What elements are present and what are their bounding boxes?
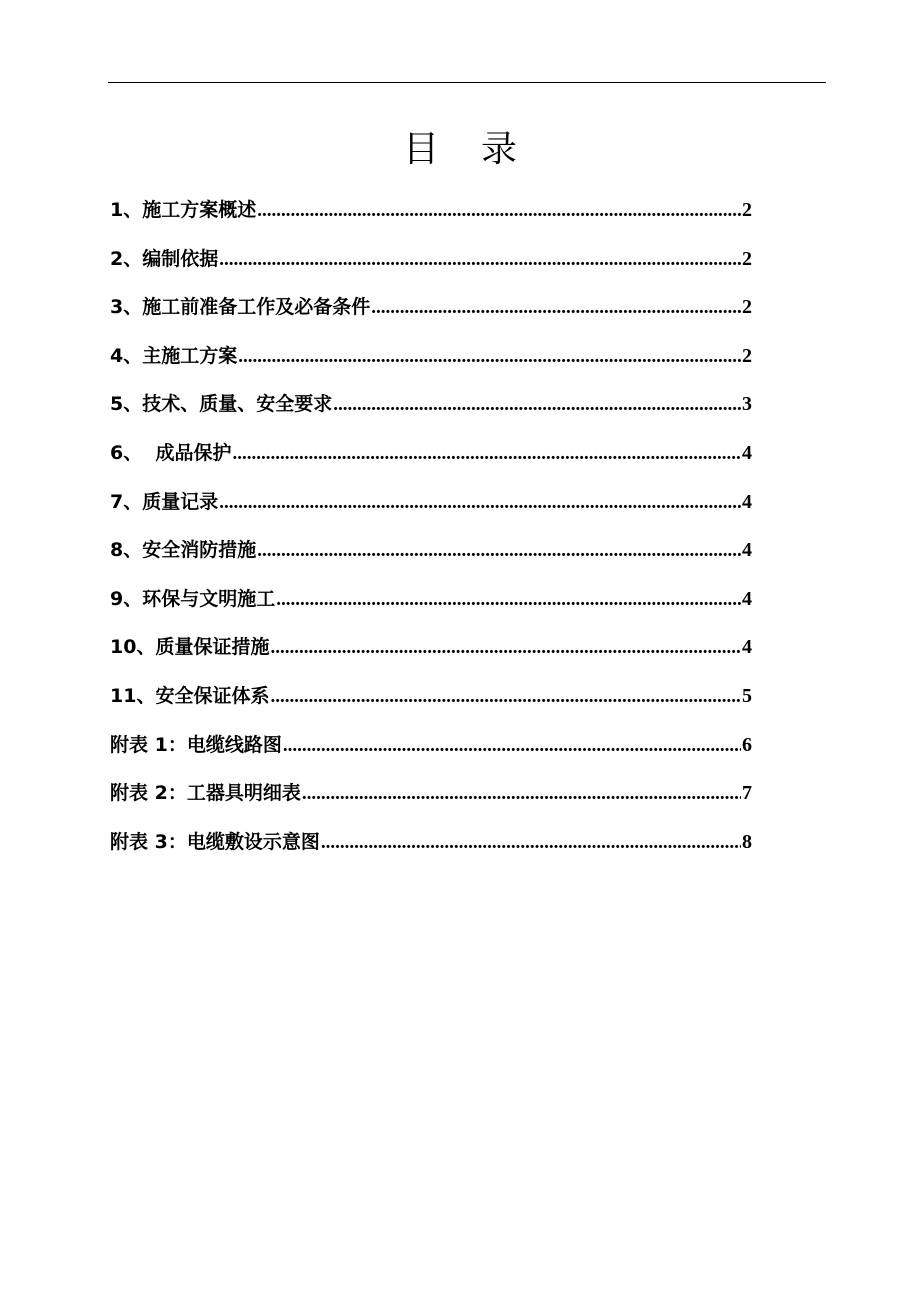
- toc-page-number: 5: [742, 684, 752, 707]
- toc-page-number: 6: [742, 733, 752, 756]
- toc-entry-label: 11、安全保证体系: [110, 684, 270, 707]
- toc-entry-5[interactable]: [110, 389, 752, 438]
- toc-entry-appendix-1[interactable]: [110, 730, 752, 779]
- toc-page-number: 2: [742, 199, 752, 221]
- toc-dot-leader: [219, 245, 741, 275]
- toc-entry-1[interactable]: [110, 195, 752, 244]
- toc-entry-label: 3、施工前准备工作及必备条件: [110, 296, 371, 319]
- toc-entry-appendix-2[interactable]: [110, 778, 752, 827]
- toc-entry-8[interactable]: [110, 535, 752, 584]
- toc-page-number: 4: [742, 636, 752, 659]
- toc-entry-label: 2、编制依据: [110, 247, 219, 270]
- toc-dot-leader: [283, 731, 741, 761]
- toc-entry-9[interactable]: [110, 584, 752, 633]
- toc-entry-label: 附表 2：工器具明细表: [110, 782, 301, 805]
- toc-entry-7[interactable]: [110, 487, 752, 536]
- toc-entry-label: 8、安全消防措施: [110, 539, 257, 562]
- toc-page-number: 4: [742, 490, 752, 513]
- title-char-2: 录: [481, 129, 518, 171]
- toc-entry-label: 5、技术、质量、安全要求: [110, 393, 333, 416]
- toc-entry-label: 附表 1：电缆线路图: [110, 733, 282, 756]
- toc-page-number: 2: [742, 296, 752, 319]
- toc-page-number: 7: [742, 782, 752, 805]
- toc-page-number: 4: [742, 441, 752, 464]
- header-rule: [108, 82, 826, 83]
- toc-entry-label: 9、环保与文明施工: [110, 587, 276, 610]
- toc-page-number: 4: [742, 587, 752, 610]
- toc-page-number: 2: [742, 344, 752, 367]
- table-of-contents: [110, 195, 752, 875]
- toc-dot-leader: [257, 536, 741, 566]
- toc-dot-leader: [302, 779, 741, 809]
- toc-entry-label: 1、施工方案概述: [110, 199, 257, 221]
- toc-page-number: 2: [742, 247, 752, 270]
- toc-entry-2[interactable]: [110, 244, 752, 293]
- toc-entry-4[interactable]: [110, 341, 752, 390]
- page-title: [0, 124, 920, 176]
- toc-dot-leader: [276, 585, 741, 615]
- toc-dot-leader: [371, 293, 741, 323]
- toc-dot-leader: [219, 488, 741, 518]
- toc-entry-6[interactable]: [110, 438, 752, 487]
- toc-dot-leader: [270, 682, 741, 712]
- toc-dot-leader: [238, 342, 741, 372]
- title-char-1: 目: [402, 129, 439, 171]
- toc-entry-label: 7、质量记录: [110, 490, 219, 513]
- toc-page-number: 4: [742, 539, 752, 562]
- toc-dot-leader: [257, 196, 741, 226]
- toc-page-number: 3: [742, 393, 752, 416]
- toc-entry-label: 6、 成品保护: [110, 441, 232, 464]
- toc-dot-leader: [333, 390, 741, 420]
- toc-dot-leader: [270, 633, 741, 663]
- toc-dot-leader: [232, 439, 741, 469]
- toc-entry-11[interactable]: [110, 681, 752, 730]
- toc-dot-leader: [321, 828, 741, 858]
- toc-entry-10[interactable]: [110, 632, 752, 681]
- toc-page-number: 8: [742, 830, 752, 853]
- toc-entry-label: 4、主施工方案: [110, 344, 238, 367]
- toc-entry-3[interactable]: [110, 292, 752, 341]
- toc-entry-label: 10、质量保证措施: [110, 636, 270, 659]
- toc-entry-appendix-3[interactable]: [110, 827, 752, 876]
- toc-entry-label: 附表 3：电缆敷设示意图: [110, 830, 320, 853]
